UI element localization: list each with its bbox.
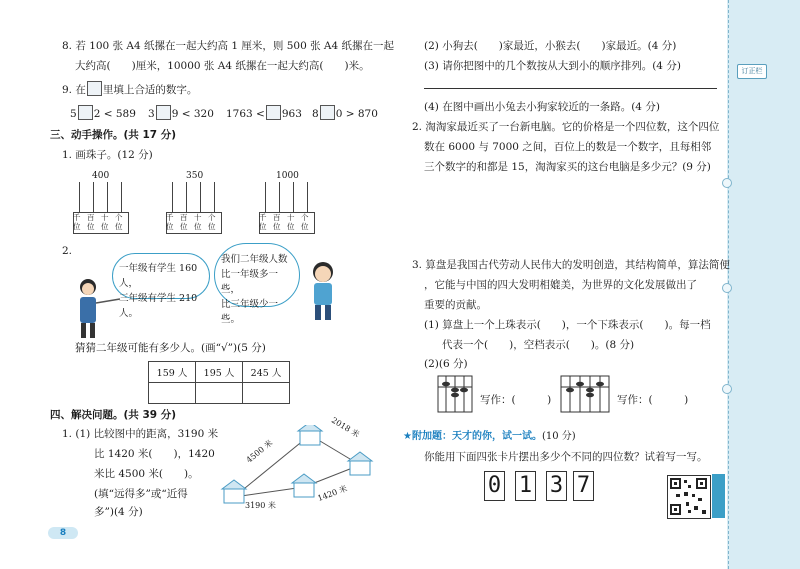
page-number: 8 [48, 527, 78, 539]
number-card: 1 [515, 471, 536, 501]
correction-tag: 订正栏 [737, 64, 767, 79]
answer-box[interactable] [320, 105, 335, 120]
q3-line: 3. 算盘是我国古代劳动人民伟大的发明创造，其结构简单，算法简便 [412, 259, 730, 271]
house-icon [298, 425, 322, 445]
s4-q1-line: 比 1420 米( )，1420 [94, 448, 215, 460]
write-answer-1[interactable]: 写作：( ) [480, 394, 552, 406]
blank-box [87, 81, 102, 96]
q9-item: 3 9 < 320 [148, 105, 214, 121]
abacus-value: 350 [186, 171, 204, 181]
place-labels: 千位 百位 十位 个位 [166, 213, 216, 231]
distance-label: 3190 米 [245, 501, 276, 510]
qr-code-icon[interactable] [667, 475, 711, 519]
q3-2-label: (2)(6 分) [424, 358, 468, 370]
suanpan-1 [437, 375, 473, 413]
q3-line: ，它能与中国的四大发明相媲美，为世界的文化发展做出了 [424, 279, 697, 291]
check-cell[interactable] [243, 383, 290, 404]
write-answer-2[interactable]: 写作：( ) [617, 394, 689, 406]
s4-q1-line: 多”)(4 分) [94, 506, 143, 518]
q9-item: 8 0 > 870 [312, 105, 378, 121]
option-cell: 159 人 [149, 362, 196, 383]
answer-box[interactable] [78, 105, 93, 120]
place-labels: 千位 百位 十位 个位 [259, 213, 309, 231]
q2-line: 三个数字的和都是 15，淘淘家买的这台电脑是多少元？(9 分) [424, 161, 711, 173]
s3-q2: 2. [62, 245, 73, 257]
r-q2: (2) 小狗去( )家最近，小猴去( )家最近。(4 分) [424, 40, 677, 52]
section4-title: 四、解决问题。(共 39 分) [50, 409, 177, 421]
abacus-value: 1000 [276, 171, 299, 181]
q3-1-line: 代表一个( )，空档表示( )。(8 分) [442, 339, 635, 351]
r-q4: (4) 在图中画出小兔去小狗家较近的一条路。(4 分) [424, 101, 660, 113]
options-table [148, 361, 290, 404]
q8-line2: 大约高( )厘米，10000 张 A4 纸摞在一起大约高( )米。 [75, 60, 370, 72]
q8-line1: 8. 若 100 张 A4 纸摞在一起大约高 1 厘米，则 500 张 A4 纸摞在一起 [62, 40, 395, 52]
distance-label: 4500 米 [244, 438, 275, 465]
suanpan-2 [560, 375, 610, 413]
s4-q1-line: (填“远得多”或“近得 [94, 488, 188, 500]
q2-line: 数在 6000 与 7000 之间，百位上的数是一个数字，且每相邻 [424, 141, 712, 153]
distance-label: 1420 米 [316, 483, 349, 504]
q3-1-line: (1) 算盘上一个上珠表示( )，一个下珠表示( )。每一档 [424, 319, 711, 331]
answer-box[interactable] [266, 105, 281, 120]
r-q3: (3) 请你把图中的几个数按从大到小的顺序排列。(4 分) [424, 60, 681, 72]
s4-q1-line: 1. (1) 比较图中的距离，3190 米 [62, 428, 219, 440]
abacus-value: 400 [92, 171, 110, 181]
answer-box[interactable] [156, 105, 171, 120]
s3-q1: 1. 画珠子。(12 分) [62, 149, 153, 161]
option-cell: 195 人 [196, 362, 243, 383]
bonus-question: 你能用下面四张卡片摆出多少个不同的四位数？试着写一写。 [424, 451, 708, 463]
speech-bubble-left: 一年级有学生 160 人， 三年级有学生 210 人。 [112, 253, 210, 299]
qr-badge [712, 474, 725, 518]
guess-instruction: 猜猜二年级可能有多少人。(画“√”)(5 分) [75, 342, 266, 354]
speech-bubble-right: 我们二年级人数 比一年级多一些， 比三年级少一些。 [214, 243, 300, 307]
number-card: 3 [546, 471, 567, 501]
correction-sidebar [727, 0, 800, 569]
option-cell: 245 人 [243, 362, 290, 383]
binding-hole [722, 178, 732, 188]
q9-item: 5 2 < 589 [70, 105, 136, 121]
number-card: 7 [573, 471, 594, 501]
answer-line[interactable] [424, 88, 717, 89]
house-icon [348, 452, 372, 475]
place-labels: 千位 百位 十位 个位 [73, 213, 123, 231]
binding-hole [722, 283, 732, 293]
house-icon [292, 474, 316, 497]
distance-label: 2018 米 [329, 415, 362, 440]
q3-line: 重要的贡献。 [424, 299, 487, 311]
s4-q1-line: 米比 4500 米( )。 [94, 468, 199, 480]
house-icon [222, 480, 246, 503]
binding-hole [722, 384, 732, 394]
q9-instruction: 9. 在 里填上合适的数字。 [62, 81, 197, 97]
q9-item: 1763 < 963 [226, 105, 302, 121]
check-cell[interactable] [196, 383, 243, 404]
student-illustration [303, 258, 343, 322]
bonus-title: ★附加题：天才的你，试一试。(10 分) [403, 431, 576, 442]
check-cell[interactable] [149, 383, 196, 404]
q2-line: 2. 淘淘家最近买了一台新电脑。它的价格是一个四位数，这个四位 [412, 121, 720, 133]
number-card: 0 [484, 471, 505, 501]
section3-title: 三、动手操作。(共 17 分) [50, 129, 177, 141]
